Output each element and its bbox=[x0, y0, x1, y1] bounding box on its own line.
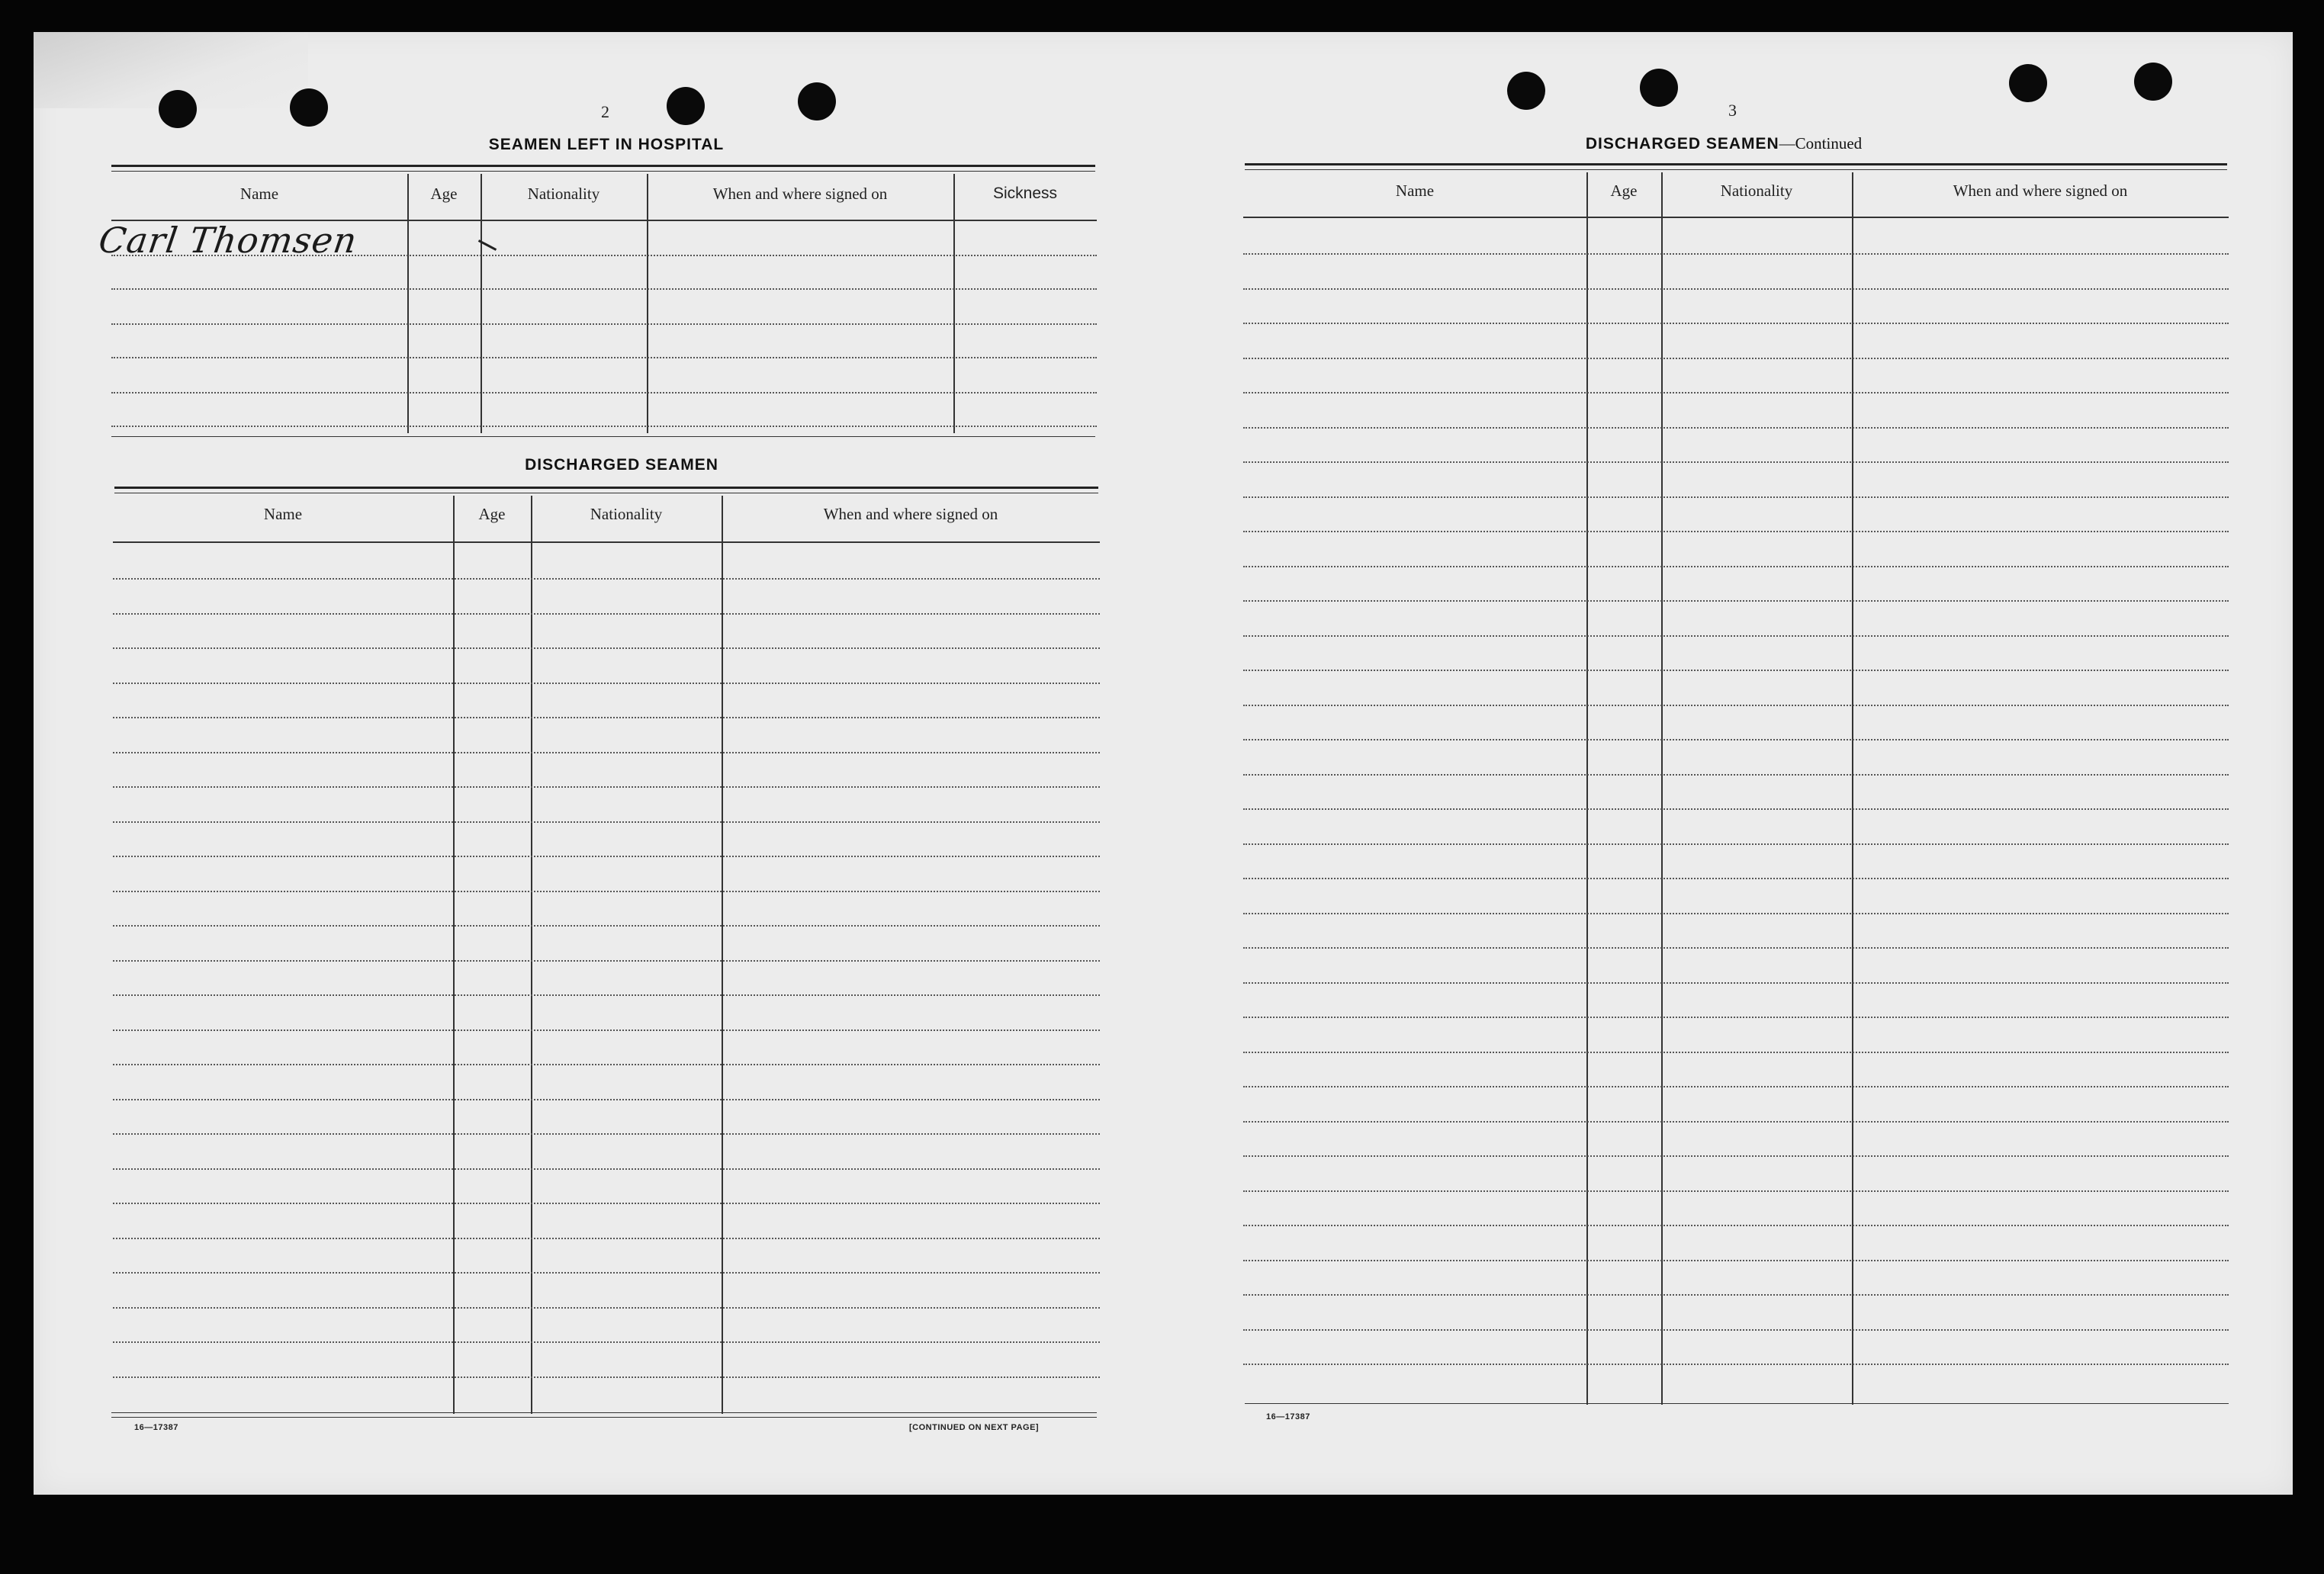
blank-row-line bbox=[1243, 566, 2229, 567]
punch-hole bbox=[159, 90, 197, 128]
rule bbox=[111, 171, 1095, 172]
column-header-age: Age bbox=[1610, 181, 1638, 200]
blank-row-line bbox=[113, 717, 1100, 718]
blank-row-line bbox=[1243, 323, 2229, 324]
blank-row-line bbox=[1243, 913, 2229, 914]
rule bbox=[1245, 1403, 2229, 1404]
blank-row-line bbox=[1243, 288, 2229, 290]
blank-row-line bbox=[1243, 705, 2229, 706]
punch-hole bbox=[2134, 63, 2172, 101]
blank-row-line bbox=[113, 925, 1100, 927]
column-header-age: Age bbox=[478, 505, 506, 523]
hospital-section-title: SEAMEN LEFT IN HOSPITAL bbox=[488, 136, 725, 153]
blank-row-line bbox=[1243, 1190, 2229, 1192]
blank-row-line bbox=[1243, 982, 2229, 984]
blank-row-line bbox=[1243, 531, 2229, 532]
blank-row-line bbox=[113, 960, 1100, 962]
blank-row-line bbox=[113, 1064, 1100, 1065]
discharged-continued-suffix: —Continued bbox=[1779, 134, 1863, 153]
blank-row-line bbox=[1243, 496, 2229, 498]
blank-row-line bbox=[1243, 1225, 2229, 1226]
blank-row-line bbox=[1243, 1294, 2229, 1296]
blank-row-line bbox=[113, 1168, 1100, 1170]
blank-row-line bbox=[113, 786, 1100, 788]
blank-row-line bbox=[113, 613, 1100, 615]
blank-row-line bbox=[1243, 1155, 2229, 1157]
rule bbox=[111, 165, 1095, 167]
blank-row-line bbox=[1243, 774, 2229, 776]
column-header-name: Name bbox=[1395, 181, 1435, 200]
blank-row-line bbox=[1243, 1260, 2229, 1261]
punch-hole bbox=[1640, 69, 1678, 107]
blank-row-line bbox=[1243, 1329, 2229, 1331]
blank-row-line bbox=[113, 683, 1100, 684]
blank-row-line bbox=[113, 1238, 1100, 1239]
page-number-left: 2 bbox=[601, 102, 609, 121]
blank-row-line bbox=[1243, 808, 2229, 810]
blank-row-line bbox=[113, 1272, 1100, 1274]
blank-row-line bbox=[113, 1307, 1100, 1309]
column-header-nationality: Nationality bbox=[527, 185, 600, 203]
blank-row-line bbox=[113, 1341, 1100, 1343]
rule bbox=[111, 436, 1095, 437]
blank-row-line bbox=[113, 1030, 1100, 1031]
rule bbox=[111, 1412, 1097, 1413]
blank-row-line bbox=[1243, 392, 2229, 394]
column-header-nationality: Nationality bbox=[1720, 181, 1793, 200]
blank-row-line bbox=[113, 578, 1100, 580]
blank-row-line bbox=[1243, 878, 2229, 879]
rule bbox=[1245, 163, 2227, 165]
discharged-section-title: DISCHARGED SEAMEN bbox=[525, 456, 718, 474]
column-header-name: Name bbox=[263, 505, 303, 523]
blank-row-line bbox=[1243, 635, 2229, 637]
blank-row-line bbox=[1243, 1086, 2229, 1087]
blank-row-line bbox=[113, 1099, 1100, 1100]
blank-row-line bbox=[1243, 739, 2229, 740]
rule bbox=[111, 1417, 1097, 1418]
discharged-continued-title bbox=[1525, 134, 1922, 153]
rule bbox=[114, 487, 1098, 489]
blank-row-line bbox=[113, 1376, 1100, 1378]
blank-row-line bbox=[1243, 461, 2229, 463]
column-header-sickness: Sickness bbox=[992, 185, 1058, 202]
blank-row-line bbox=[113, 752, 1100, 753]
discharged-continued-title-main: DISCHARGED SEAMEN bbox=[1585, 135, 1779, 153]
blank-row-line bbox=[113, 856, 1100, 857]
column-header-name: Name bbox=[239, 185, 279, 203]
punch-hole bbox=[798, 82, 836, 120]
column-header-signed-on: When and where signed on bbox=[823, 505, 998, 523]
blank-row-line bbox=[1243, 1364, 2229, 1365]
blank-row-line bbox=[1243, 670, 2229, 671]
continued-note: [CONTINUED ON NEXT PAGE] bbox=[909, 1423, 1040, 1432]
handwritten-name: Carl Thomsen bbox=[96, 220, 360, 261]
blank-row-line bbox=[1243, 947, 2229, 949]
blank-row-line bbox=[1243, 253, 2229, 255]
form-number: 16—17387 bbox=[134, 1423, 178, 1432]
punch-hole bbox=[290, 88, 328, 127]
discharged-continued-table bbox=[1243, 172, 2229, 1405]
blank-row-line bbox=[113, 1203, 1100, 1204]
blank-row-line bbox=[113, 891, 1100, 892]
blank-row-line bbox=[1243, 1052, 2229, 1053]
hospital-table bbox=[111, 174, 1097, 433]
blank-row-line bbox=[1243, 843, 2229, 845]
blank-row-line bbox=[1243, 358, 2229, 359]
discharged-table bbox=[113, 496, 1100, 1414]
column-header-signed-on: When and where signed on bbox=[1953, 181, 2128, 200]
punch-hole bbox=[2009, 64, 2047, 102]
page-number-right: 3 bbox=[1728, 101, 1737, 120]
blank-row-line bbox=[113, 1133, 1100, 1135]
blank-row-line bbox=[113, 647, 1100, 649]
blank-row-line bbox=[113, 821, 1100, 823]
blank-row-line bbox=[1243, 600, 2229, 602]
form-number: 16—17387 bbox=[1266, 1412, 1310, 1421]
column-header-age: Age bbox=[430, 185, 458, 203]
column-header-signed-on: When and where signed on bbox=[712, 185, 888, 203]
blank-row-line bbox=[1243, 427, 2229, 429]
rule bbox=[1245, 169, 2227, 170]
blank-row-line bbox=[113, 994, 1100, 996]
column-header-nationality: Nationality bbox=[590, 505, 663, 523]
blank-row-line bbox=[1243, 1017, 2229, 1018]
punch-hole bbox=[1507, 72, 1545, 110]
punch-hole bbox=[667, 87, 705, 125]
blank-row-line bbox=[1243, 1121, 2229, 1123]
